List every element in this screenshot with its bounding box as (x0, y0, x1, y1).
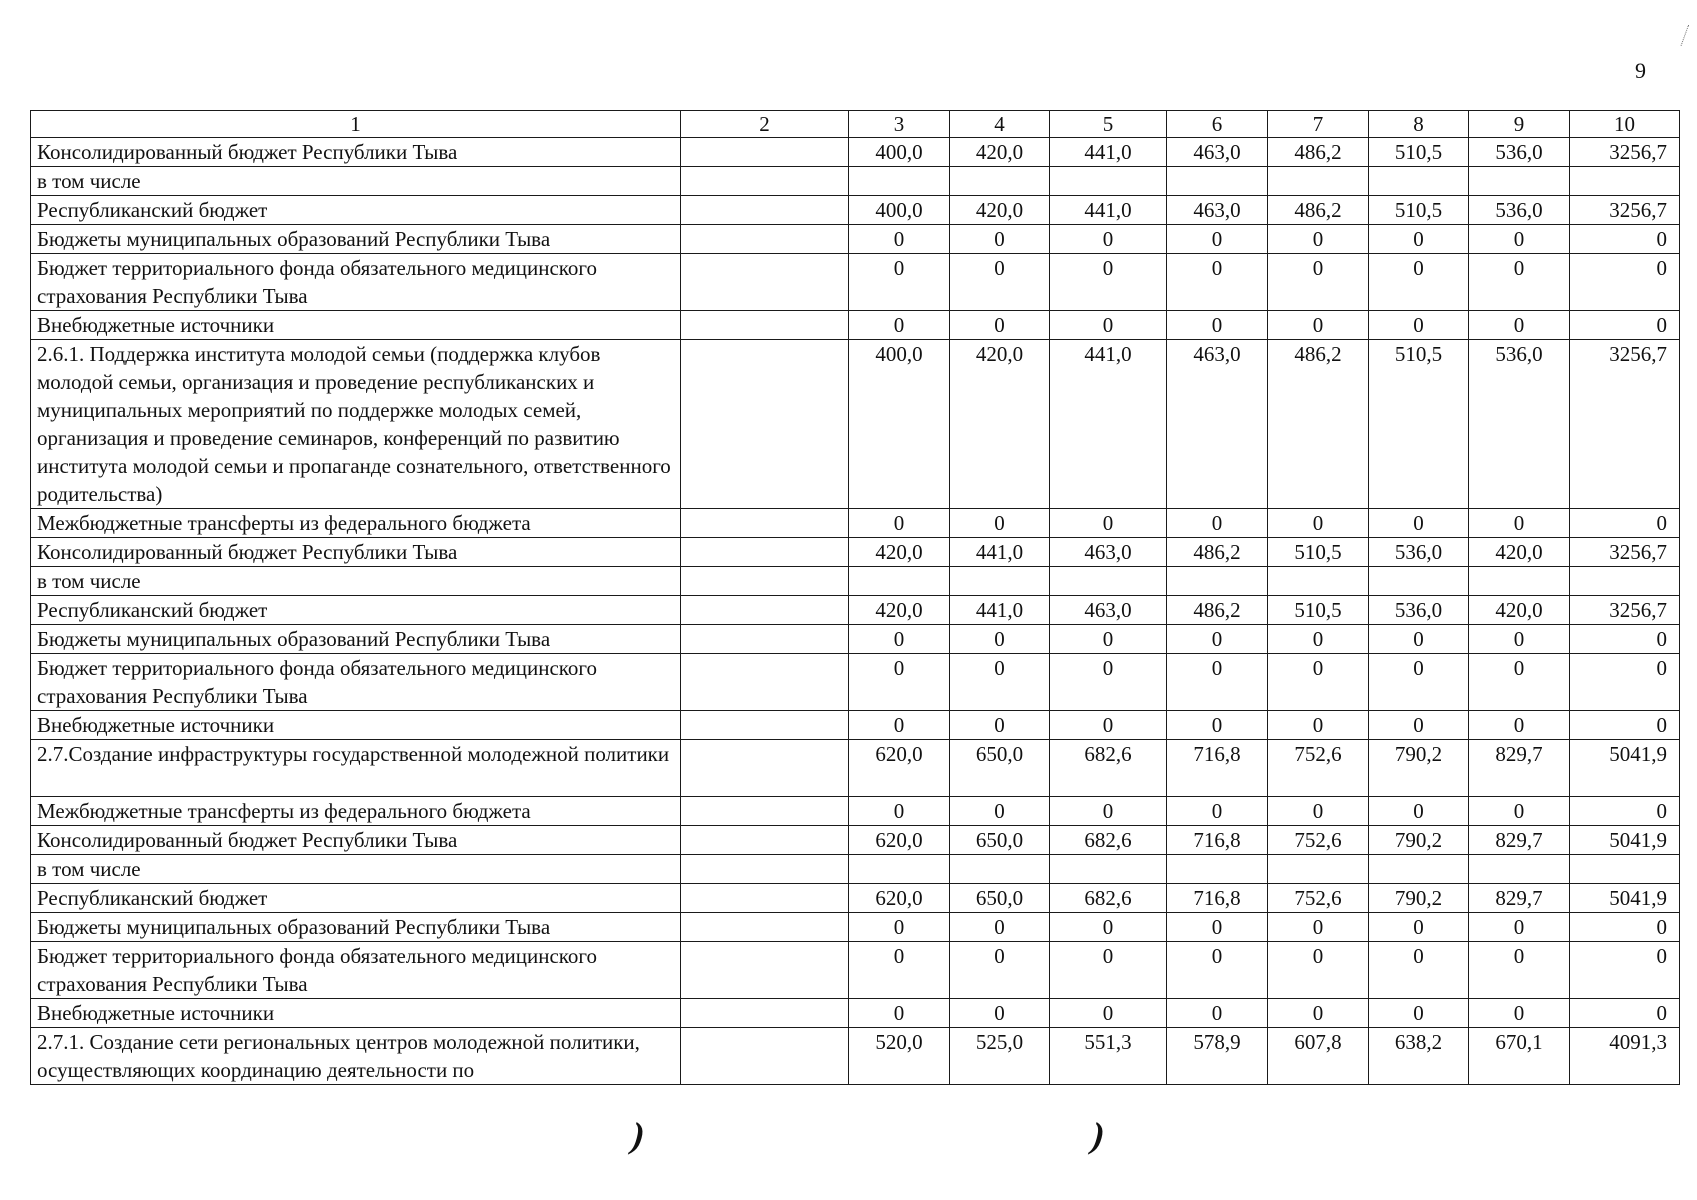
value-cell: 510,5 (1369, 340, 1469, 509)
value-cell: 0 (1050, 654, 1167, 711)
value-cell (950, 855, 1050, 884)
value-cell: 829,7 (1469, 826, 1570, 855)
value-cell: 520,0 (849, 1028, 950, 1085)
value-cell: 620,0 (849, 826, 950, 855)
value-cell: 0 (950, 999, 1050, 1028)
value-cell: 0 (1469, 711, 1570, 740)
value-cell: 0 (1050, 999, 1167, 1028)
value-cell: 420,0 (950, 196, 1050, 225)
value-cell (1268, 855, 1369, 884)
table-row (31, 942, 1680, 999)
row-label: Республиканский бюджет (31, 596, 681, 625)
value-cell (1167, 855, 1268, 884)
header-cell: 10 (1570, 111, 1680, 138)
value-cell: 0 (1570, 999, 1680, 1028)
value-cell (1369, 855, 1469, 884)
table-row (31, 884, 1680, 913)
value-cell: 536,0 (1469, 138, 1570, 167)
value-cell: 5041,9 (1570, 740, 1680, 797)
value-cell: 716,8 (1167, 740, 1268, 797)
value-cell: 0 (1469, 509, 1570, 538)
value-cell: 486,2 (1167, 538, 1268, 567)
value-cell: 650,0 (950, 826, 1050, 855)
value-cell: 463,0 (1167, 138, 1268, 167)
value-cell: 0 (849, 913, 950, 942)
column-2-cell (681, 625, 849, 654)
value-cell: 441,0 (1050, 138, 1167, 167)
value-cell (1570, 855, 1680, 884)
value-cell: 0 (1369, 797, 1469, 826)
value-cell: 0 (1167, 509, 1268, 538)
value-cell: 551,3 (1050, 1028, 1167, 1085)
value-cell: 752,6 (1268, 884, 1369, 913)
column-2-cell (681, 855, 849, 884)
value-cell: 0 (1469, 311, 1570, 340)
table-row (31, 711, 1680, 740)
value-cell: 829,7 (1469, 740, 1570, 797)
row-label: Республиканский бюджет (31, 884, 681, 913)
table-row (31, 913, 1680, 942)
value-cell (1167, 567, 1268, 596)
row-label: Консолидированный бюджет Республики Тыва (31, 138, 681, 167)
value-cell: 716,8 (1167, 826, 1268, 855)
value-cell: 0 (1050, 711, 1167, 740)
header-cell: 3 (849, 111, 950, 138)
value-cell: 670,1 (1469, 1028, 1570, 1085)
value-cell: 578,9 (1167, 1028, 1268, 1085)
value-cell: 0 (1570, 913, 1680, 942)
value-cell: 0 (1570, 509, 1680, 538)
column-2-cell (681, 225, 849, 254)
value-cell: 0 (950, 509, 1050, 538)
value-cell: 0 (849, 509, 950, 538)
value-cell: 0 (1050, 625, 1167, 654)
column-2-cell (681, 596, 849, 625)
table-row (31, 567, 1680, 596)
value-cell: 486,2 (1167, 596, 1268, 625)
value-cell: 829,7 (1469, 884, 1570, 913)
value-cell: 0 (1268, 509, 1369, 538)
value-cell: 0 (1167, 311, 1268, 340)
value-cell: 0 (1469, 999, 1570, 1028)
value-cell: 0 (950, 711, 1050, 740)
value-cell: 0 (849, 942, 950, 999)
value-cell: 0 (1268, 625, 1369, 654)
table-row (31, 138, 1680, 167)
table-row (31, 196, 1680, 225)
value-cell: 650,0 (950, 740, 1050, 797)
value-cell: 463,0 (1050, 596, 1167, 625)
value-cell: 0 (950, 254, 1050, 311)
value-cell: 0 (1369, 509, 1469, 538)
value-cell: 0 (1570, 942, 1680, 999)
value-cell: 0 (1469, 942, 1570, 999)
value-cell: 0 (1167, 942, 1268, 999)
value-cell: 0 (1167, 913, 1268, 942)
value-cell: 0 (849, 999, 950, 1028)
header-cell: 6 (1167, 111, 1268, 138)
value-cell: 0 (1369, 311, 1469, 340)
value-cell: 0 (1050, 311, 1167, 340)
value-cell: 3256,7 (1570, 196, 1680, 225)
value-cell: 682,6 (1050, 826, 1167, 855)
row-label: в том числе (31, 167, 681, 196)
value-cell: 3256,7 (1570, 138, 1680, 167)
header-cell: 5 (1050, 111, 1167, 138)
column-2-cell (681, 167, 849, 196)
value-cell: 420,0 (950, 138, 1050, 167)
value-cell: 0 (849, 254, 950, 311)
value-cell: 638,2 (1369, 1028, 1469, 1085)
value-cell: 752,6 (1268, 826, 1369, 855)
row-label: Бюджеты муниципальных образований Республики Тыва (31, 225, 681, 254)
value-cell: 420,0 (1469, 596, 1570, 625)
row-label: Межбюджетные трансферты из федерального бюджета (31, 797, 681, 826)
footer-mark: ) (626, 1115, 650, 1155)
value-cell: 0 (1050, 913, 1167, 942)
value-cell: 682,6 (1050, 740, 1167, 797)
value-cell: 0 (950, 225, 1050, 254)
value-cell: 536,0 (1369, 596, 1469, 625)
value-cell: 0 (1469, 654, 1570, 711)
scan-mark (1681, 25, 1697, 49)
value-cell (1570, 167, 1680, 196)
header-cell: 1 (31, 111, 681, 138)
value-cell: 0 (1369, 225, 1469, 254)
row-label: Бюджеты муниципальных образований Республики Тыва (31, 625, 681, 654)
header-row (31, 111, 1680, 138)
value-cell (1469, 567, 1570, 596)
column-2-cell (681, 740, 849, 797)
header-cell: 4 (950, 111, 1050, 138)
table-row (31, 509, 1680, 538)
value-cell: 0 (1268, 654, 1369, 711)
row-label: 2.6.1. Поддержка института молодой семьи (поддержка клубов молодой семьи, организация и проведение республиканских и муниципальных мероприятий по поддержке молодых семей, организация и проведение семинаров, конференций по развитию института молодой семьи и пропаганде сознательного, ответственного родительства) (31, 340, 681, 509)
table-row (31, 999, 1680, 1028)
value-cell: 536,0 (1369, 538, 1469, 567)
value-cell: 0 (1268, 711, 1369, 740)
value-cell: 0 (1167, 625, 1268, 654)
value-cell (1369, 167, 1469, 196)
value-cell (1570, 567, 1680, 596)
value-cell: 0 (1570, 654, 1680, 711)
table-row (31, 596, 1680, 625)
value-cell: 420,0 (849, 596, 950, 625)
table-row (31, 625, 1680, 654)
value-cell: 0 (849, 625, 950, 654)
table-row (31, 225, 1680, 254)
table-row (31, 1028, 1680, 1085)
value-cell: 607,8 (1268, 1028, 1369, 1085)
value-cell: 682,6 (1050, 884, 1167, 913)
value-cell: 536,0 (1469, 340, 1570, 509)
value-cell: 0 (1369, 625, 1469, 654)
column-2-cell (681, 999, 849, 1028)
budget-table (30, 110, 1680, 1085)
value-cell: 752,6 (1268, 740, 1369, 797)
value-cell: 486,2 (1268, 340, 1369, 509)
value-cell (849, 167, 950, 196)
table-row (31, 797, 1680, 826)
row-label: Внебюджетные источники (31, 311, 681, 340)
value-cell (1050, 567, 1167, 596)
value-cell: 620,0 (849, 884, 950, 913)
value-cell: 420,0 (849, 538, 950, 567)
column-2-cell (681, 138, 849, 167)
row-label: Консолидированный бюджет Республики Тыва (31, 538, 681, 567)
row-label: Бюджет территориального фонда обязательного медицинского страхования Республики Тыва (31, 654, 681, 711)
value-cell: 441,0 (1050, 196, 1167, 225)
value-cell: 620,0 (849, 740, 950, 797)
table-row (31, 740, 1680, 797)
table-row (31, 538, 1680, 567)
footer-mark: ) (1086, 1115, 1110, 1155)
column-2-cell (681, 567, 849, 596)
value-cell: 0 (1469, 625, 1570, 654)
value-cell: 486,2 (1268, 138, 1369, 167)
value-cell: 0 (849, 797, 950, 826)
table-row (31, 340, 1680, 509)
table-row (31, 654, 1680, 711)
value-cell: 0 (849, 311, 950, 340)
value-cell: 510,5 (1369, 138, 1469, 167)
value-cell: 0 (1268, 797, 1369, 826)
value-cell: 400,0 (849, 340, 950, 509)
value-cell: 0 (1167, 225, 1268, 254)
value-cell: 5041,9 (1570, 884, 1680, 913)
value-cell (1469, 855, 1570, 884)
value-cell: 0 (849, 225, 950, 254)
header-cell: 8 (1369, 111, 1469, 138)
row-label: в том числе (31, 855, 681, 884)
value-cell: 3256,7 (1570, 596, 1680, 625)
value-cell: 0 (950, 942, 1050, 999)
value-cell: 0 (1050, 942, 1167, 999)
column-2-cell (681, 340, 849, 509)
column-2-cell (681, 942, 849, 999)
column-2-cell (681, 1028, 849, 1085)
value-cell: 0 (1268, 942, 1369, 999)
table-row (31, 855, 1680, 884)
value-cell (1469, 167, 1570, 196)
value-cell: 441,0 (950, 596, 1050, 625)
value-cell: 0 (849, 711, 950, 740)
value-cell: 400,0 (849, 196, 950, 225)
value-cell: 3256,7 (1570, 538, 1680, 567)
value-cell: 0 (1570, 254, 1680, 311)
column-2-cell (681, 884, 849, 913)
value-cell: 510,5 (1268, 538, 1369, 567)
row-label: Бюджет территориального фонда обязательного медицинского страхования Республики Тыва (31, 254, 681, 311)
table-row (31, 311, 1680, 340)
value-cell: 510,5 (1268, 596, 1369, 625)
column-2-cell (681, 538, 849, 567)
header-cell: 9 (1469, 111, 1570, 138)
row-label: Республиканский бюджет (31, 196, 681, 225)
value-cell: 0 (1570, 225, 1680, 254)
row-label: 2.7.1. Создание сети региональных центров молодежной политики, осуществляющих координацию деятельности по (31, 1028, 681, 1085)
value-cell: 0 (1369, 999, 1469, 1028)
value-cell: 790,2 (1369, 884, 1469, 913)
value-cell: 790,2 (1369, 740, 1469, 797)
value-cell: 650,0 (950, 884, 1050, 913)
value-cell: 0 (1369, 913, 1469, 942)
value-cell: 420,0 (950, 340, 1050, 509)
value-cell: 790,2 (1369, 826, 1469, 855)
row-label: Консолидированный бюджет Республики Тыва (31, 826, 681, 855)
header-cell: 7 (1268, 111, 1369, 138)
value-cell: 4091,3 (1570, 1028, 1680, 1085)
value-cell: 0 (1050, 225, 1167, 254)
value-cell: 0 (950, 311, 1050, 340)
value-cell: 0 (1570, 311, 1680, 340)
value-cell: 0 (1167, 797, 1268, 826)
value-cell: 441,0 (1050, 340, 1167, 509)
value-cell: 463,0 (1050, 538, 1167, 567)
column-2-cell (681, 196, 849, 225)
row-label: Бюджет территориального фонда обязательного медицинского страхования Республики Тыва (31, 942, 681, 999)
value-cell: 0 (1469, 225, 1570, 254)
value-cell (1369, 567, 1469, 596)
value-cell: 510,5 (1369, 196, 1469, 225)
value-cell (1268, 167, 1369, 196)
table-row (31, 254, 1680, 311)
value-cell: 463,0 (1167, 340, 1268, 509)
column-2-cell (681, 654, 849, 711)
value-cell: 0 (1369, 942, 1469, 999)
row-label: Внебюджетные источники (31, 711, 681, 740)
value-cell: 0 (950, 625, 1050, 654)
value-cell: 0 (1469, 913, 1570, 942)
value-cell (1050, 167, 1167, 196)
row-label: 2.7.Создание инфраструктуры государственной молодежной политики (31, 740, 681, 797)
value-cell: 0 (1268, 225, 1369, 254)
value-cell: 0 (1268, 999, 1369, 1028)
value-cell: 0 (1570, 797, 1680, 826)
table-body (31, 111, 1680, 1085)
value-cell: 536,0 (1469, 196, 1570, 225)
value-cell: 0 (1268, 913, 1369, 942)
value-cell: 0 (1369, 254, 1469, 311)
value-cell: 0 (1050, 797, 1167, 826)
row-label: Бюджеты муниципальных образований Республики Тыва (31, 913, 681, 942)
column-2-cell (681, 254, 849, 311)
value-cell (950, 167, 1050, 196)
value-cell: 0 (1570, 711, 1680, 740)
value-cell: 0 (950, 797, 1050, 826)
value-cell: 0 (1369, 654, 1469, 711)
page-number: 9 (1635, 58, 1646, 83)
value-cell: 0 (1050, 509, 1167, 538)
value-cell (1050, 855, 1167, 884)
value-cell: 0 (1167, 654, 1268, 711)
value-cell (849, 567, 950, 596)
table-row (31, 826, 1680, 855)
value-cell: 0 (1570, 625, 1680, 654)
value-cell: 400,0 (849, 138, 950, 167)
value-cell: 525,0 (950, 1028, 1050, 1085)
value-cell: 716,8 (1167, 884, 1268, 913)
header-cell: 2 (681, 111, 849, 138)
column-2-cell (681, 711, 849, 740)
value-cell (1167, 167, 1268, 196)
column-2-cell (681, 913, 849, 942)
row-label: в том числе (31, 567, 681, 596)
value-cell: 0 (950, 913, 1050, 942)
table-row (31, 167, 1680, 196)
value-cell: 486,2 (1268, 196, 1369, 225)
value-cell: 0 (1167, 999, 1268, 1028)
row-label: Межбюджетные трансферты из федерального бюджета (31, 509, 681, 538)
value-cell: 0 (1469, 254, 1570, 311)
value-cell: 0 (1469, 797, 1570, 826)
value-cell: 0 (1268, 311, 1369, 340)
value-cell: 441,0 (950, 538, 1050, 567)
value-cell: 0 (1268, 254, 1369, 311)
value-cell (950, 567, 1050, 596)
value-cell: 420,0 (1469, 538, 1570, 567)
row-label: Внебюджетные источники (31, 999, 681, 1028)
value-cell: 0 (1167, 254, 1268, 311)
column-2-cell (681, 311, 849, 340)
value-cell: 0 (849, 654, 950, 711)
column-2-cell (681, 797, 849, 826)
value-cell (1268, 567, 1369, 596)
value-cell: 0 (1050, 254, 1167, 311)
value-cell: 0 (950, 654, 1050, 711)
value-cell: 0 (1369, 711, 1469, 740)
value-cell: 0 (1167, 711, 1268, 740)
value-cell: 463,0 (1167, 196, 1268, 225)
value-cell (849, 855, 950, 884)
value-cell: 5041,9 (1570, 826, 1680, 855)
column-2-cell (681, 826, 849, 855)
value-cell: 3256,7 (1570, 340, 1680, 509)
column-2-cell (681, 509, 849, 538)
